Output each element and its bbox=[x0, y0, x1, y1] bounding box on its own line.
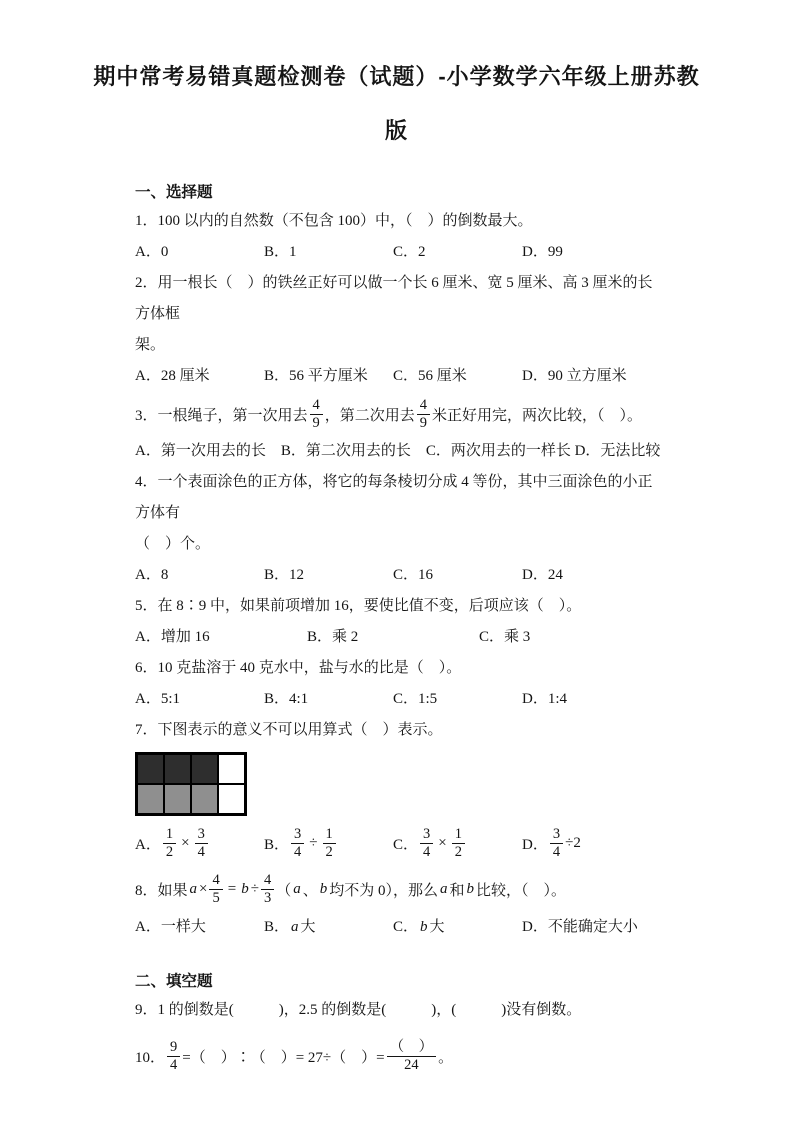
q8-option-d: D．不能确定大小 bbox=[522, 919, 638, 935]
grid-cell-gray bbox=[191, 784, 218, 814]
grid-cell-white bbox=[218, 784, 245, 814]
q4-option-d: D．24 bbox=[522, 567, 563, 583]
q7-options bbox=[135, 820, 667, 866]
q3-text-part2: ，第二次用去 bbox=[324, 407, 415, 424]
q7-option-c bbox=[393, 826, 522, 859]
q7-option-a-fraction-1 bbox=[163, 826, 176, 859]
fraction-denominator: 4 bbox=[552, 843, 561, 860]
q7-option-d bbox=[522, 826, 581, 859]
fraction-numerator: 1 bbox=[452, 826, 465, 843]
variable-a: a bbox=[291, 919, 299, 935]
option-label: B． bbox=[264, 919, 290, 935]
q10-fraction-2 bbox=[387, 1039, 437, 1072]
document-body bbox=[0, 180, 793, 1080]
q3-text-part3: 米正好用完，两次比较，（ ）。 bbox=[432, 407, 643, 424]
option-tail: 大 bbox=[429, 919, 445, 935]
variable-a: a bbox=[439, 880, 448, 897]
q2-option-a: A．28 厘米 bbox=[135, 368, 210, 384]
q3-text bbox=[135, 392, 667, 436]
q8-text-part3: 、 bbox=[302, 882, 318, 899]
q1-text: 1．100 以内的自然数（不包含 100）中，（ ）的倒数最大。 bbox=[135, 213, 533, 229]
variable-a: a bbox=[293, 880, 301, 897]
q8-text bbox=[135, 866, 667, 912]
section-heading-fill-blank: 二、填空题 bbox=[135, 973, 213, 990]
q7-option-b-fraction-2 bbox=[323, 826, 336, 859]
q7-option-b bbox=[264, 826, 393, 859]
q3-fraction-1 bbox=[310, 397, 323, 430]
fraction-denominator: 3 bbox=[263, 889, 272, 906]
fraction-numerator: 3 bbox=[291, 826, 304, 843]
q7-text: 7．下图表示的意义不可以用算式（ ）表示。 bbox=[135, 722, 443, 738]
operator: × bbox=[199, 880, 208, 897]
title-line-1: 期中常考易错真题检测卷（试题）-小学数学六年级上册苏教 bbox=[93, 64, 700, 89]
q1-option-d: D．99 bbox=[522, 244, 563, 260]
q8-fraction-2 bbox=[261, 872, 274, 905]
q1-option-c: C．2 bbox=[393, 244, 426, 260]
q4-option-b: B．12 bbox=[264, 567, 305, 583]
q7-figure bbox=[135, 752, 667, 816]
operator: ÷ bbox=[250, 880, 259, 897]
q4-option-a: A．8 bbox=[135, 567, 169, 583]
variable-b: b bbox=[420, 919, 428, 935]
q8-fraction-1 bbox=[209, 872, 222, 905]
q9-text: 9．1 的倒数是( )，2.5 的倒数是( )，( )没有倒数。 bbox=[135, 1002, 582, 1018]
title-line-2: 版 bbox=[384, 118, 408, 143]
variable-b: b bbox=[241, 880, 249, 897]
q5-option-a: A．增加 16 bbox=[135, 629, 210, 645]
q8-text-part5: 和 bbox=[449, 882, 465, 899]
equals-sign: = bbox=[227, 880, 237, 897]
grid-cell-gray bbox=[164, 784, 191, 814]
fraction-denominator: 5 bbox=[212, 889, 220, 906]
fraction-denominator: 4 bbox=[197, 843, 205, 860]
fraction-numerator: 4 bbox=[209, 872, 222, 889]
q10-text bbox=[135, 1032, 667, 1080]
option-label: A． bbox=[135, 836, 161, 853]
option-label: C． bbox=[393, 836, 419, 853]
fraction-numerator: 4 bbox=[261, 872, 274, 889]
page-title bbox=[0, 0, 793, 158]
q7-option-c-fraction-1 bbox=[420, 826, 433, 859]
operator: ÷ bbox=[309, 834, 318, 851]
variable-b: b bbox=[319, 880, 328, 897]
operator: × bbox=[181, 834, 190, 851]
q8-text-part1: 8．如果 bbox=[135, 882, 188, 899]
q2-option-c: C．56 厘米 bbox=[393, 368, 467, 384]
operator: × bbox=[438, 834, 447, 851]
option-tail: 大 bbox=[300, 919, 316, 935]
q8-text-part4: 均不为 0），那么 bbox=[329, 882, 438, 899]
fraction-numerator: 3 bbox=[195, 826, 208, 843]
q8-text-part2: （ bbox=[276, 882, 292, 899]
variable-a: a bbox=[189, 880, 198, 897]
fraction-numerator: 4 bbox=[310, 397, 323, 414]
q2-text-line2: 架。 bbox=[135, 337, 166, 353]
q4-options bbox=[135, 560, 667, 591]
q8-option-c bbox=[393, 912, 522, 943]
q2-option-b: B．56 平方厘米 bbox=[264, 368, 368, 384]
q2-options bbox=[135, 361, 667, 392]
fraction-numerator: 3 bbox=[550, 826, 563, 843]
q6-option-b: B．4:1 bbox=[264, 691, 309, 707]
option-label: D． bbox=[522, 836, 548, 853]
grid-cell-dark bbox=[191, 754, 218, 784]
grid-cell-dark bbox=[137, 754, 164, 784]
q3-text-part1: 3．一根绳子，第一次用去 bbox=[135, 407, 308, 424]
q8-option-a: A．一样大 bbox=[135, 919, 206, 935]
q6-option-c: C．1:5 bbox=[393, 691, 438, 707]
q1-option-b: B．1 bbox=[264, 244, 297, 260]
q3-options: A．第一次用去的长 B．第二次用去的长 C．两次用去的一样长 D．无法比较 bbox=[135, 443, 661, 459]
fraction-denominator: 2 bbox=[325, 843, 333, 860]
q8-option-b bbox=[264, 912, 393, 943]
q10-number: 10． bbox=[135, 1049, 166, 1066]
q7-option-d-fraction-1 bbox=[550, 826, 563, 859]
q8-options bbox=[135, 912, 667, 943]
fraction-numerator: 9 bbox=[167, 1039, 180, 1056]
operator-and-operand: ÷2 bbox=[565, 834, 581, 851]
fraction-denominator: 2 bbox=[454, 843, 462, 860]
fraction-numerator: 3 bbox=[420, 826, 433, 843]
option-label: C． bbox=[393, 919, 419, 935]
q3-fraction-2 bbox=[417, 397, 430, 430]
fraction-denominator: 9 bbox=[312, 414, 320, 431]
q1-option-a: A．0 bbox=[135, 244, 169, 260]
q4-text-line2: （ ）个。 bbox=[135, 536, 211, 552]
q6-option-d: D．1:4 bbox=[522, 691, 568, 707]
q7-figure-grid bbox=[135, 752, 247, 816]
grid-cell-dark bbox=[164, 754, 191, 784]
q6-options bbox=[135, 684, 667, 715]
q4-text-line1: 4．一个表面涂色的正方体，将它的每条棱切分成 4 等份，其中三面涂色的小正方体有 bbox=[135, 474, 653, 521]
fraction-denominator: 4 bbox=[170, 1056, 178, 1073]
q10-fraction-1 bbox=[167, 1039, 180, 1072]
fraction-denominator: 4 bbox=[294, 843, 302, 860]
q6-option-a: A．5:1 bbox=[135, 691, 181, 707]
variable-b: b bbox=[466, 880, 474, 897]
q4-option-c: C．16 bbox=[393, 567, 434, 583]
fraction-denominator: 2 bbox=[165, 843, 174, 860]
option-label: B． bbox=[264, 836, 290, 853]
fraction-denominator: 9 bbox=[419, 414, 428, 431]
q7-option-a-fraction-2 bbox=[195, 826, 208, 859]
fraction-denominator: 24 bbox=[404, 1056, 419, 1073]
fraction-numerator: （ ） bbox=[387, 1039, 437, 1056]
fraction-numerator: 1 bbox=[163, 826, 176, 843]
q5-options bbox=[135, 622, 667, 653]
section-heading-choice: 一、选择题 bbox=[135, 184, 213, 201]
q10-text-part1: =（ ）∶（ ）= 27÷（ ）= bbox=[182, 1049, 385, 1066]
q7-option-a bbox=[135, 826, 264, 859]
grid-cell-white bbox=[218, 754, 245, 784]
q10-text-part2: 。 bbox=[438, 1049, 454, 1066]
fraction-denominator: 4 bbox=[423, 843, 431, 860]
q5-text: 5．在 8∶9 中，如果前项增加 16，要使比值不变，后项应该（ ）。 bbox=[135, 598, 582, 614]
grid-cell-gray bbox=[137, 784, 164, 814]
q8-text-part6: 比较，（ ）。 bbox=[476, 882, 567, 899]
fraction-numerator: 1 bbox=[323, 826, 336, 843]
q5-option-b: B．乘 2 bbox=[307, 629, 359, 645]
q5-option-c: C．乘 3 bbox=[479, 629, 531, 645]
q7-option-b-fraction-1 bbox=[291, 826, 304, 859]
q2-option-d: D．90 立方厘米 bbox=[522, 368, 627, 384]
q1-options bbox=[135, 237, 667, 268]
q6-text: 6．10 克盐溶于 40 克水中，盐与水的比是（ ）。 bbox=[135, 660, 462, 676]
fraction-numerator: 4 bbox=[417, 397, 430, 414]
q2-text-line1: 2．用一根长（ ）的铁丝正好可以做一个长 6 厘米、宽 5 厘米、高 3 厘米的长方体框 bbox=[135, 275, 653, 322]
q7-option-c-fraction-2 bbox=[452, 826, 465, 859]
